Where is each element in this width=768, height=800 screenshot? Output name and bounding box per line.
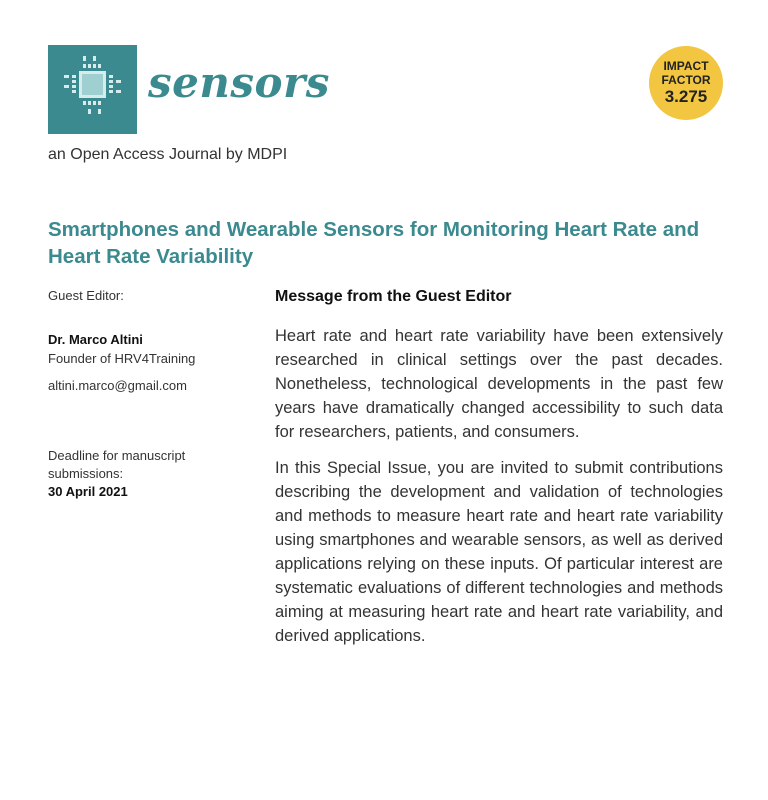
impact-factor-label-line1: IMPACT [663,59,709,73]
editor-email[interactable]: altini.marco@gmail.com [48,378,187,393]
editor-message [275,288,723,648]
impact-factor-badge [649,46,723,120]
impact-factor-value: 3.275 [664,87,708,106]
chip-icon [48,45,137,134]
message-paragraph: In this Special Issue, you are invited to submit contributions describing the development and validation of technologies and methods to measure heart rate and heart rate variability using smartphones and wearable sensors, as well as derived applications relying on these inputs. Of particular interest are systematic evaluations of different technologies and methods aiming at measuring heart rate and heart rate variability, and derived applications. [275,459,723,645]
editor-sidebar [48,288,258,501]
journal-tagline: an Open Access Journal by MDPI [48,146,288,163]
impact-factor-label-line2: FACTOR [661,73,711,87]
journal-logo-text: sensors [148,58,330,107]
message-paragraph: Heart rate and heart rate variability have been extensively researched in clinical settings over the past decades. Nonetheless, technological developments in the past few years have dramatically changed accessibility to such data for researchers, patients, and consumers. [275,327,723,441]
deadline-date: 30 April 2021 [48,484,128,499]
special-issue-title: Smartphones and Wearable Sensors for Monitoring Heart Rate and Heart Rate Variability [48,218,700,268]
message-heading: Message from the Guest Editor [275,288,512,305]
editor-affiliation: Founder of HRV4Training [48,351,196,366]
deadline-label: Deadline for manuscript submissions: [48,448,186,481]
editor-name: Dr. Marco Altini [48,332,143,347]
guest-editor-label: Guest Editor: [48,288,124,303]
